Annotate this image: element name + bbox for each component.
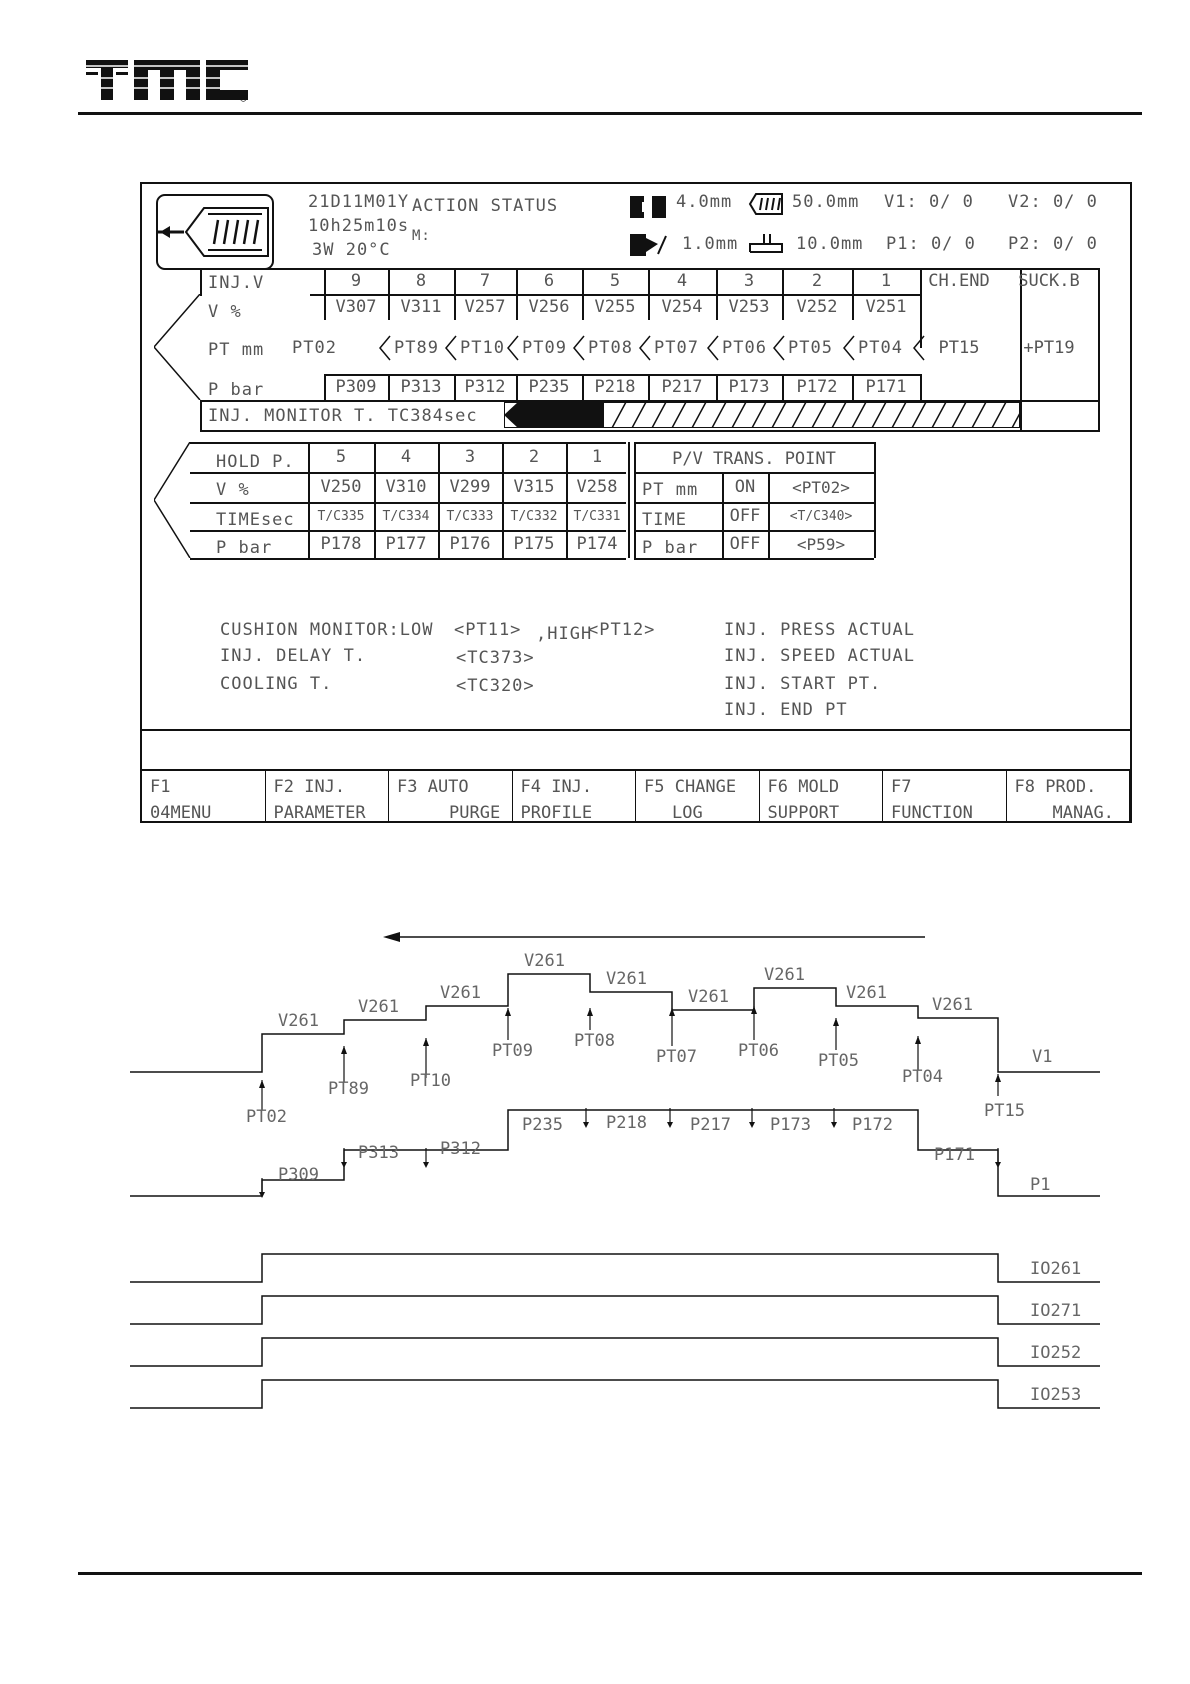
hold-time-cell[interactable]: T/C332 (510, 508, 558, 524)
position-arrow-head (587, 1008, 593, 1016)
hold-stage-header: 5 (335, 447, 347, 467)
pressure-tick-head (259, 1192, 265, 1198)
chevron-left-icon (572, 334, 586, 362)
header-rule (78, 112, 1142, 115)
velocity-stage-label: V261 (524, 951, 565, 971)
grid-line (628, 442, 630, 558)
cycle-time: 10h25m10s (308, 216, 410, 236)
fkey-2-sublabel: PARAMETER (273, 803, 366, 823)
stage-header: 3 (743, 271, 755, 291)
suck-back-position[interactable]: +PT19 (1023, 338, 1075, 358)
pv-row-value[interactable]: <T/C340> (789, 508, 853, 524)
fkey-1[interactable] (142, 771, 266, 823)
v1-value: V1: 0/ 0 (884, 192, 974, 212)
chevron-left-icon (638, 334, 652, 362)
pressure-stage-label: P218 (606, 1113, 647, 1133)
stage-header: 1 (880, 271, 892, 291)
start-pt-label: INJ. START PT. (724, 674, 882, 694)
fkey-4-sublabel: PROFILE (520, 803, 593, 823)
io-signal-label: IO253 (1030, 1385, 1082, 1405)
pressure-stage-label: P313 (358, 1143, 399, 1163)
cushion-high-label: ,HIGH (536, 624, 593, 644)
position-label: PT15 (984, 1101, 1025, 1121)
inj-monitor-label: INJ. MONITOR T. TC384sec (208, 406, 478, 426)
speed-cell[interactable]: V311 (400, 297, 442, 317)
pressure-stage-label: P172 (852, 1115, 893, 1135)
nozzle-icon (628, 230, 668, 260)
pressure-tick-head (583, 1122, 589, 1128)
hold-speed-cell[interactable]: V258 (576, 477, 618, 497)
speed-cell[interactable]: V251 (865, 297, 907, 317)
hold-time-cell[interactable]: T/C334 (382, 508, 430, 524)
pv-row-state[interactable]: OFF (729, 534, 761, 554)
hold-stage-header: 2 (528, 447, 540, 467)
position-cell[interactable]: PT89 (394, 338, 439, 358)
pressure-cell[interactable]: P217 (661, 377, 703, 397)
fkey-7[interactable] (883, 771, 1007, 823)
mold-id: 21D11M01Y (308, 192, 410, 212)
position-cell[interactable]: PT02 (292, 338, 337, 358)
io-signal-line (130, 1296, 1100, 1324)
fkey-6[interactable] (760, 771, 884, 823)
p-bar-label: P bar (208, 380, 265, 400)
io-signal-label: IO261 (1030, 1259, 1082, 1279)
chevron-left-icon (772, 334, 786, 362)
pressure-tick-head (995, 1162, 1001, 1168)
pressure-cell[interactable]: P218 (594, 377, 636, 397)
fkey-1-sublabel: 04MENU (150, 803, 212, 823)
injection-timing-diagram (0, 920, 1190, 1420)
chevron-left-icon (444, 334, 458, 362)
position-arrow-head (505, 1008, 511, 1016)
pressure-stage-label: P173 (770, 1115, 811, 1135)
speed-cell[interactable]: V256 (528, 297, 570, 317)
position-arrow-head (995, 1074, 1001, 1082)
hold-pressure-cell[interactable]: P174 (576, 534, 618, 554)
pressure-tick-head (749, 1122, 755, 1128)
pressure-stage-label: P309 (278, 1165, 319, 1185)
cushion-low-value[interactable]: <PT11> (454, 620, 522, 640)
io-signal-line (130, 1380, 1100, 1408)
hold-speed-cell[interactable]: V315 (513, 477, 555, 497)
svg-text:®: ® (240, 92, 247, 104)
grid-line (200, 268, 202, 296)
pressure-cell[interactable]: P171 (865, 377, 907, 397)
clamp-icon (628, 192, 668, 222)
velocity-stage-label: V261 (606, 969, 647, 989)
hold-speed-cell[interactable]: V310 (385, 477, 427, 497)
pv-row-value[interactable]: <PT02> (792, 477, 850, 497)
position-label: PT89 (328, 1079, 369, 1099)
pressure-cell[interactable]: P235 (528, 377, 570, 397)
pressure-cell[interactable]: P313 (400, 377, 442, 397)
io-signal-label: IO271 (1030, 1301, 1082, 1321)
position-label: PT10 (410, 1071, 451, 1091)
pressure-tick-head (423, 1162, 429, 1168)
fkey-5[interactable] (636, 771, 760, 823)
p1-value: P1: 0/ 0 (886, 234, 976, 254)
pv-row-value[interactable]: <P59> (796, 534, 846, 554)
hold-time-cell[interactable]: T/C335 (317, 508, 365, 524)
cushion-monitor-label: CUSHION MONITOR:LOW (220, 620, 434, 640)
suck-b-header: SUCK.B (1018, 271, 1080, 291)
v1-end-label: V1 (1032, 1047, 1053, 1067)
fkey-8[interactable] (1007, 771, 1131, 823)
stage-header: 2 (811, 271, 823, 291)
position-label: PT02 (246, 1107, 287, 1127)
stage-header: 5 (609, 271, 621, 291)
mode-label: M: (412, 228, 431, 244)
fkey-4-label: F4 INJ. (520, 777, 593, 797)
speed-cell[interactable]: V254 (661, 297, 703, 317)
cushion-high-value[interactable]: <PT12> (588, 620, 656, 640)
stage-header: 4 (676, 271, 688, 291)
fkey-2[interactable] (266, 771, 390, 823)
speed-cell[interactable]: V252 (796, 297, 838, 317)
hold-stage-header: 3 (464, 447, 476, 467)
speed-cell[interactable]: V257 (464, 297, 506, 317)
stroke-3: 1.0mm (682, 234, 739, 254)
pv-row-label: PT mm (642, 480, 699, 500)
stage-header: 9 (350, 271, 362, 291)
fkey-3[interactable] (389, 771, 513, 823)
velocity-stage-label: V261 (764, 965, 805, 985)
position-cell[interactable]: PT05 (788, 338, 833, 358)
hold-pressure-cell[interactable]: P178 (320, 534, 362, 554)
io-signal-line (130, 1338, 1100, 1366)
speed-cell[interactable]: V253 (728, 297, 770, 317)
position-cell[interactable]: PT09 (522, 338, 567, 358)
injection-icon (156, 194, 274, 270)
inj-monitor-progress-bar (504, 402, 1020, 428)
grid-line (634, 442, 874, 444)
ch-end-header: CH.END (928, 271, 990, 291)
pv-row-label: TIME (642, 510, 687, 530)
hold-pressure-cell[interactable]: P175 (513, 534, 555, 554)
ejector-icon (748, 230, 784, 258)
pressure-tick-head (831, 1122, 837, 1128)
hold-stage-header: 1 (591, 447, 603, 467)
grid-line (200, 430, 1100, 432)
wedge (154, 294, 214, 400)
v-pct-label: V % (208, 302, 242, 322)
velocity-stage-label: V261 (932, 995, 973, 1015)
hold-p-label: HOLD P. (216, 452, 295, 472)
pressure-tick-head (667, 1122, 673, 1128)
io-signal-label: IO252 (1030, 1343, 1082, 1363)
speed-actual-label: INJ. SPEED ACTUAL (724, 646, 915, 666)
hold-time-label: TIMEsec (216, 510, 295, 530)
position-cell[interactable]: PT07 (654, 338, 699, 358)
fkey-4[interactable] (513, 771, 637, 823)
velocity-stage-label: V261 (278, 1011, 319, 1031)
fkey-6-sublabel: SUPPORT (767, 803, 840, 823)
end-pt-label: INJ. END PT (724, 700, 848, 720)
stage-header: 8 (415, 271, 427, 291)
pressure-cell[interactable]: P312 (464, 377, 506, 397)
grid-line (1098, 268, 1100, 430)
stroke-4: 10.0mm (796, 234, 864, 254)
position-label: PT09 (492, 1041, 533, 1061)
hold-speed-cell[interactable]: V299 (449, 477, 491, 497)
io-signal-line (130, 1254, 1100, 1282)
inj-delay-value[interactable]: <TC373> (456, 648, 535, 668)
speed-cell[interactable]: V307 (335, 297, 377, 317)
stage-header: 7 (479, 271, 491, 291)
fkey-2-label: F2 INJ. (273, 777, 346, 797)
pv-trans-title: P/V TRANS. POINT (672, 449, 836, 469)
pressure-cell[interactable]: P173 (728, 377, 770, 397)
pv-row-state[interactable]: OFF (729, 506, 761, 526)
press-actual-label: INJ. PRESS ACTUAL (724, 620, 915, 640)
hold-time-cell[interactable]: T/C333 (446, 508, 494, 524)
direction-arrow-head (383, 932, 400, 942)
screw-icon (748, 192, 784, 216)
fkey-3-label: F3 AUTO (397, 777, 469, 797)
message-bar-top (142, 729, 1130, 731)
position-arrow-head (915, 1036, 921, 1044)
speed-cell[interactable]: V255 (594, 297, 636, 317)
hold-stage-header: 4 (400, 447, 412, 467)
position-arrow-head (669, 1008, 675, 1016)
ch-end-position[interactable]: PT15 (938, 338, 980, 358)
grid-line (190, 558, 626, 560)
stroke-2: 50.0mm (792, 192, 860, 212)
tmc-logo (86, 58, 252, 104)
pv-row-label: P bar (642, 538, 699, 558)
injection-screen-panel (140, 182, 1132, 823)
position-label: PT05 (818, 1051, 859, 1071)
pressure-stage-label: P217 (690, 1115, 731, 1135)
v2-value: V2: 0/ 0 (1008, 192, 1098, 212)
position-cell[interactable]: PT06 (722, 338, 767, 358)
position-cell[interactable]: PT10 (460, 338, 505, 358)
position-arrow-head (341, 1046, 347, 1054)
hold-time-cell[interactable]: T/C331 (573, 508, 621, 524)
position-label: PT08 (574, 1031, 615, 1051)
fkey-8-sublabel: MANAG. (1052, 803, 1114, 823)
pressure-stage-label: P235 (522, 1115, 563, 1135)
velocity-stage-label: V261 (846, 983, 887, 1003)
position-label: PT06 (738, 1041, 779, 1061)
fkey-5-sublabel: LOG (672, 803, 703, 823)
grid-line (200, 400, 202, 430)
fkey-6-label: F6 MOLD (767, 777, 840, 797)
pressure-stage-label: P312 (440, 1139, 481, 1159)
mode-info: 3W 20°C (312, 240, 391, 260)
pressure-cell[interactable]: P172 (796, 377, 838, 397)
velocity-stage-label: V261 (440, 983, 481, 1003)
position-label: PT04 (902, 1067, 943, 1087)
position-arrow-head (259, 1080, 265, 1088)
position-label: PT07 (656, 1047, 697, 1067)
grid-line (634, 558, 874, 560)
pressure-stage-label: P171 (934, 1145, 975, 1165)
cooling-label: COOLING T. (220, 674, 333, 694)
grid-line (920, 374, 922, 400)
footer-rule (78, 1572, 1142, 1575)
velocity-stage-label: V261 (688, 987, 729, 1007)
velocity-stage-label: V261 (358, 997, 399, 1017)
p2-value: P2: 0/ 0 (1008, 234, 1098, 254)
chevron-left-icon (842, 334, 856, 362)
hold-pressure-cell[interactable]: P177 (385, 534, 427, 554)
hold-speed-cell[interactable]: V250 (320, 477, 362, 497)
position-cell[interactable]: PT04 (858, 338, 903, 358)
fkey-1-label: F1 (150, 777, 171, 797)
chevron-left-icon (506, 334, 520, 362)
action-status-title: ACTION STATUS (412, 196, 559, 216)
fkey-7-sublabel: FUNCTION (891, 803, 973, 823)
p1-end-label: P1 (1030, 1175, 1051, 1195)
stroke-1: 4.0mm (676, 192, 733, 212)
position-arrow-head (423, 1038, 429, 1046)
wedge (154, 442, 214, 558)
hold-pressure-cell[interactable]: P176 (449, 534, 491, 554)
pv-row-state[interactable]: ON (734, 477, 756, 497)
position-arrow-head (833, 1018, 839, 1026)
fkey-3-sublabel: PURGE (449, 803, 501, 823)
chevron-left-icon (378, 334, 392, 362)
cooling-value[interactable]: <TC320> (456, 676, 535, 696)
fkey-7-label: F7 (891, 777, 912, 797)
inj-v-label: INJ.V (208, 273, 265, 293)
pressure-tick-head (341, 1162, 347, 1168)
fkey-5-label: F5 CHANGE (644, 777, 737, 797)
inj-delay-label: INJ. DELAY T. (220, 646, 367, 666)
pt-mm-label: PT mm (208, 340, 265, 360)
position-cell[interactable]: PT08 (588, 338, 633, 358)
hold-v-label: V % (216, 480, 250, 500)
pressure-cell[interactable]: P309 (335, 377, 377, 397)
grid-line (874, 442, 876, 558)
stage-header: 6 (543, 271, 555, 291)
chevron-left-icon (706, 334, 720, 362)
fkey-8-label: F8 PROD. (1014, 777, 1097, 797)
hold-p-bar-label: P bar (216, 538, 273, 558)
